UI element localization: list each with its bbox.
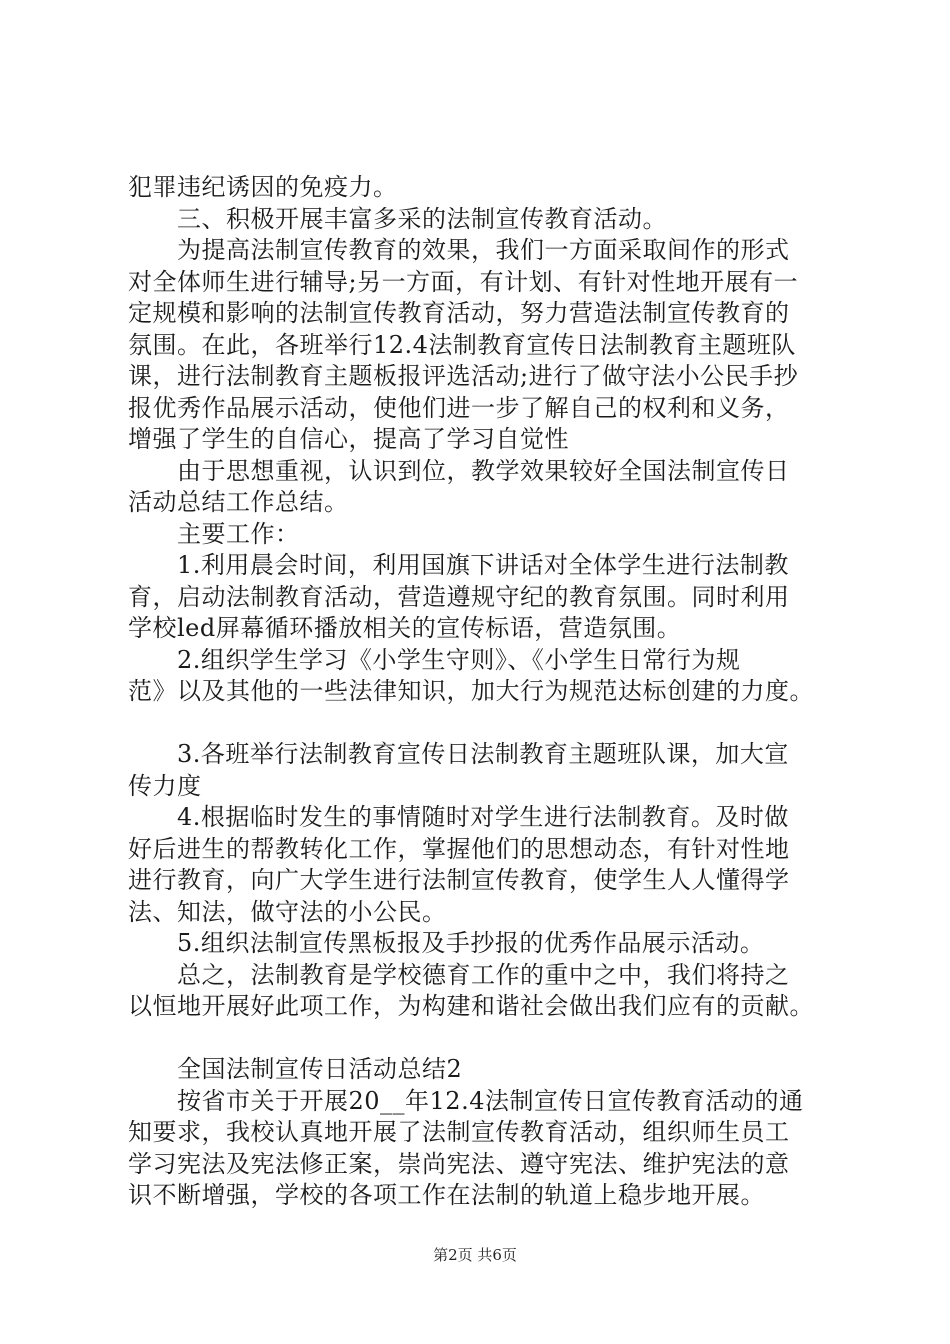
text-line: 范》以及其他的一些法律知识，加大行为规范达标创建的力度。: [128, 677, 814, 705]
text-line: 1.利用晨会时间，利用国旗下讲话对全体学生进行法制教: [128, 551, 789, 579]
text-line: 进行教育，向广大学生进行法制宣传教育，使学生人人懂得学: [128, 866, 790, 894]
text-line: 活动总结工作总结。: [128, 488, 349, 516]
text-line: 定规模和影响的法制宣传教育活动，努力营造法制宣传教育的: [128, 299, 790, 327]
text-line: 识不断增强，学校的各项工作在法制的轨道上稳步地开展。: [128, 1181, 765, 1209]
text-line: 主要工作：: [128, 519, 300, 548]
text-line: 三、积极开展丰富多采的法制宣传教育活动。: [128, 204, 667, 233]
text-line: 报优秀作品展示活动，使他们进一步了解自己的权利和义务，: [128, 393, 790, 422]
text-line: 学校led屏幕循环播放相关的宣传标语，营造氛围。: [128, 614, 682, 642]
text-line: 犯罪违纪诱因的免疫力。: [128, 173, 398, 201]
text-line: 增强了学生的自信心，提高了学习自觉性: [128, 425, 569, 453]
text-line: 知要求，我校认真地开展了法制宣传教育活动，组织师生员工: [128, 1118, 790, 1146]
text-line: 学习宪法及宪法修正案，崇尚宪法、遵守宪法、维护宪法的意: [128, 1149, 790, 1178]
blank-line: [128, 1023, 868, 1055]
text-line: 由于思想重视，认识到位，教学效果较好全国法制宣传日: [128, 456, 790, 485]
page-footer: 第2页 共6页: [433, 1246, 517, 1264]
text-line: 以恒地开展好此项工作，为构建和谐社会做出我们应有的贡献。: [128, 992, 814, 1020]
text-line: 传力度: [128, 771, 202, 800]
text-line: 总之，法制教育是学校德育工作的重中之中，我们将持之: [128, 960, 790, 989]
text-line: 法、知法，做守法的小公民。: [128, 897, 447, 926]
text-line: 氛围。在此，各班举行12.4法制教育宣传日法制教育主题班队: [128, 330, 796, 359]
text-line: 3.各班举行法制教育宣传日法制教育主题班队课，加大宣: [128, 740, 789, 768]
text-line: 全国法制宣传日活动总结2: [128, 1055, 463, 1083]
text-line: 5.组织法制宣传黑板报及手抄报的优秀作品展示活动。: [128, 929, 765, 957]
text-line: 为提高法制宣传教育的效果，我们一方面采取间作的形式: [128, 236, 790, 264]
text-line: 课，进行法制教育主题板报评选活动;进行了做守法小公民手抄: [128, 362, 799, 390]
text-line: 按省市关于开展20__年12.4法制宣传日宣传教育活动的通: [128, 1086, 804, 1115]
text-line: 4.根据临时发生的事情随时对学生进行法制教育。及时做: [128, 803, 789, 831]
document-body: [128, 172, 868, 1212]
blank-line: [128, 708, 868, 740]
text-line: 2.组织学生学习《小学生守则》、《小学生日常行为规: [128, 645, 741, 674]
text-line: 好后进生的帮教转化工作，掌握他们的思想动态，有针对性地: [128, 834, 790, 863]
text-line: 对全体师生进行辅导;另一方面，有计划、有针对性地开展有一: [128, 267, 799, 296]
text-line: 育，启动法制教育活动，营造遵规守纪的教育氛围。同时利用: [128, 582, 790, 611]
